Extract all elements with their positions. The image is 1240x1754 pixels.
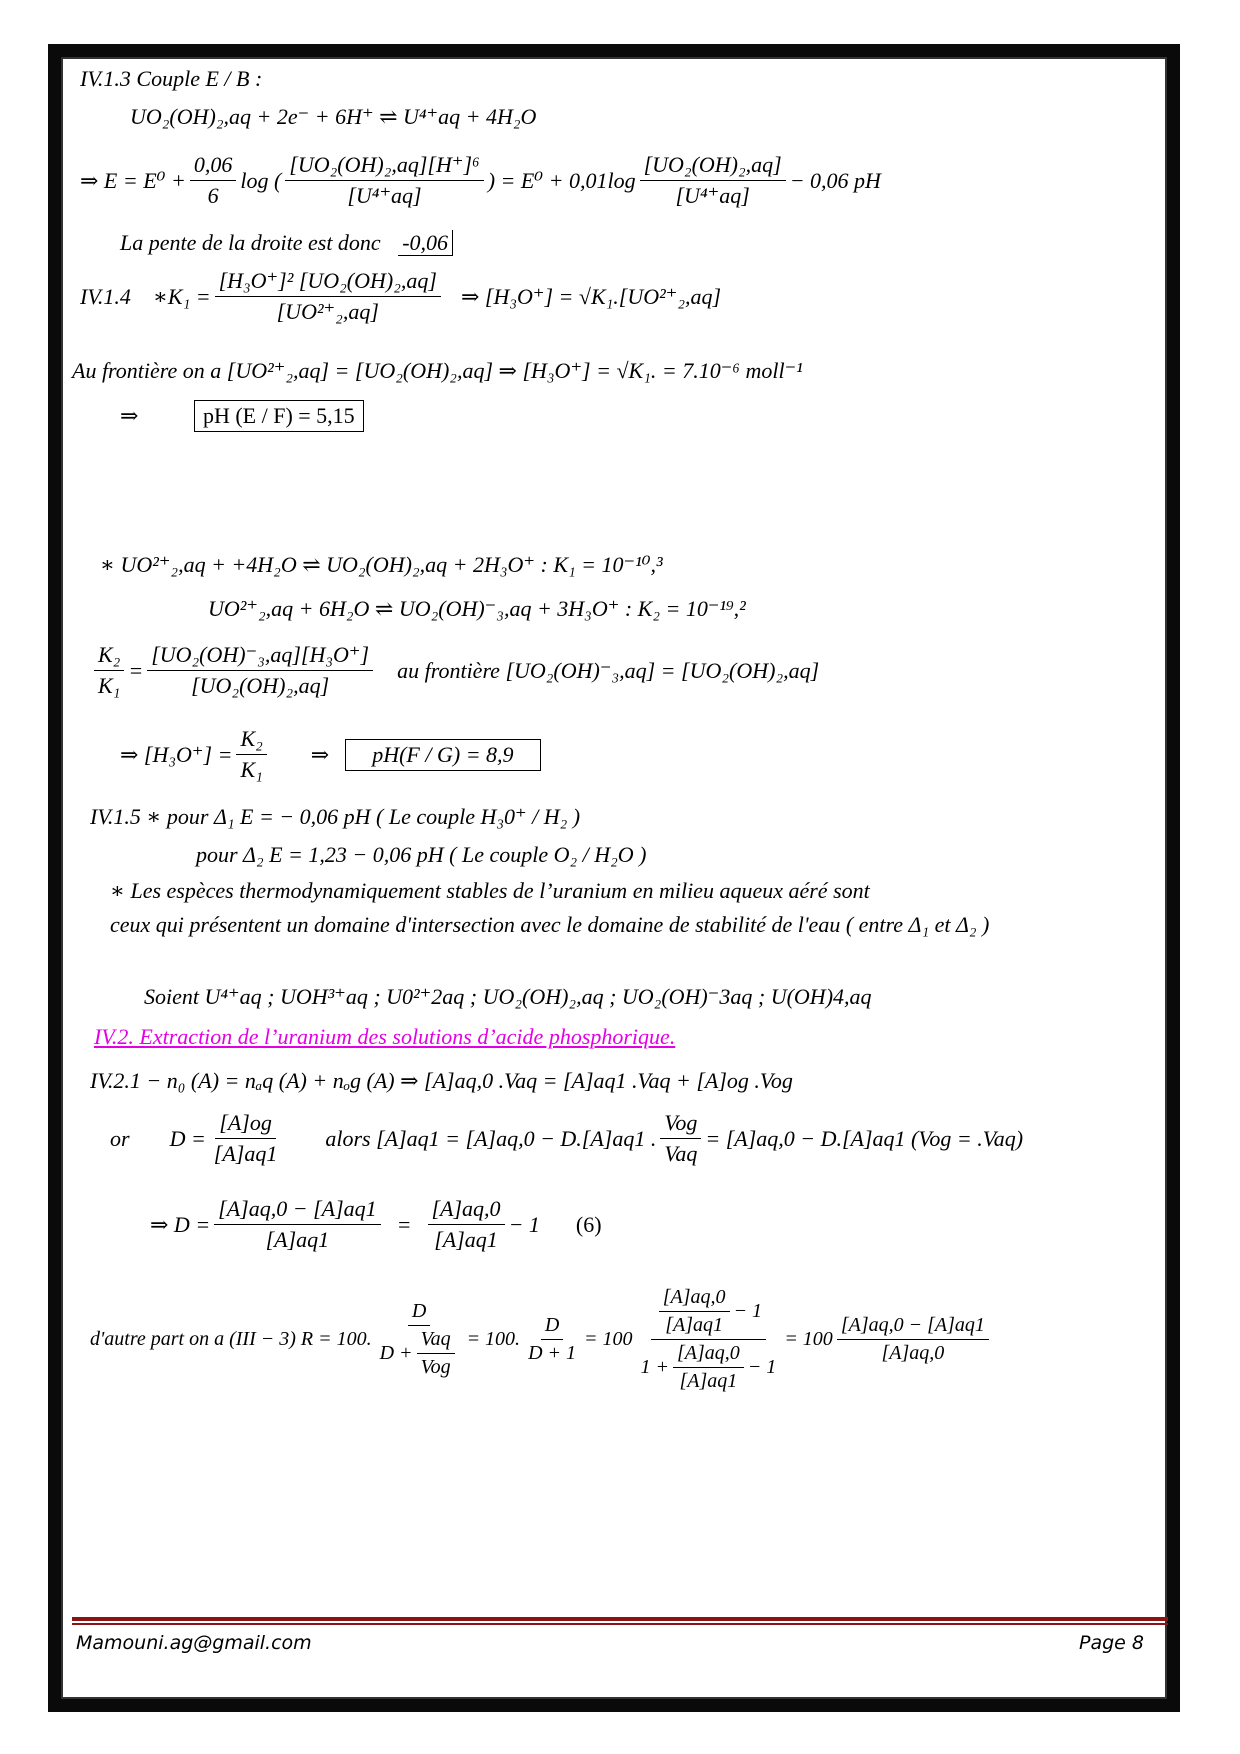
d-fraction xyxy=(210,1110,282,1167)
k-ratio-den: K₁ xyxy=(98,673,121,698)
ph-ef-arrow: ⇒ xyxy=(120,403,139,428)
nernst-mid: ) = E⁰ + 0,01log xyxy=(487,167,636,193)
d-result-den-1: [A]aq1 xyxy=(265,1227,330,1252)
r-fraction-4 xyxy=(837,1314,989,1365)
r-frac3-num xyxy=(651,1286,766,1340)
r-vaq: Vaq xyxy=(417,1328,455,1354)
iv15-line1: IV.1.5 ∗ pour Δ₁ E = − 0,06 pH ( Le couple H₃0⁺ / H₂ ) xyxy=(90,804,581,829)
ph-fg-line xyxy=(120,726,541,783)
h3o-fraction xyxy=(236,726,266,783)
k-ratio-frontier: au frontière [UO₂(OH)⁻₃,aq] = [UO₂(OH)₂,aq] xyxy=(397,657,820,683)
footer-page-number: Page 8 xyxy=(1079,1632,1144,1654)
r-frac3-den-num: [A]aq,0 xyxy=(673,1342,744,1368)
iv14-ph xyxy=(120,400,364,432)
d-result-den-2: [A]aq1 xyxy=(434,1227,498,1252)
k1-den: [UO²⁺₂,aq] xyxy=(276,299,379,324)
r-fraction-2 xyxy=(524,1314,580,1365)
iv15-line4: ceux qui présentent un domaine d'intersection avec le domaine de stabilité de l'eau ( entre Δ₁ et Δ₂ ) xyxy=(110,912,990,937)
alors: alors [A]aq1 = [A]aq,0 − D.[A]aq1 . xyxy=(325,1125,657,1151)
r-frac3-den-frac xyxy=(673,1342,744,1393)
r-eq2: = 100. xyxy=(466,1328,521,1350)
iv14-frontier: Au frontière on a [UO²⁺₂,aq] = [UO₂(OH)₂,aq] ⇒ [H₃O⁺] = √K₁. = 7.10⁻⁶ moll⁻¹ xyxy=(72,358,803,383)
eq-k2: UO²⁺₂,aq + 6H₂O ⇌ UO₂(OH)⁻₃,aq + 3H₃O⁺ : K₂ = 10⁻¹⁹,² xyxy=(208,596,746,621)
or-label: or xyxy=(110,1125,130,1151)
k1-num: [H₃O⁺]² [UO₂(OH)₂,aq] xyxy=(215,268,441,297)
iv14-label: IV.1.4 xyxy=(80,283,131,309)
equation-number: (6) xyxy=(575,1211,602,1237)
r-frac3-den-tail: − 1 xyxy=(747,1356,777,1378)
alors-den: Vaq xyxy=(664,1141,698,1166)
nernst-coef xyxy=(190,152,237,209)
r-eq3: = 100 xyxy=(584,1328,633,1350)
ph-fg-box: pH(F / G) = 8,9 xyxy=(345,739,540,771)
r-frac3-num-tail: − 1 xyxy=(733,1300,763,1322)
k1-result: ⇒ [H₃O⁺] = √K₁.[UO²⁺₂,aq] xyxy=(460,283,722,309)
k-ratio xyxy=(90,642,819,699)
iv13-nernst xyxy=(80,152,881,209)
r-frac4-num: [A]aq,0 − [A]aq1 xyxy=(837,1314,989,1340)
h3o-den: K₁ xyxy=(240,757,263,782)
d-def: D = xyxy=(169,1125,206,1151)
k1-fraction xyxy=(215,268,441,325)
nernst-log: log ( xyxy=(240,167,282,193)
footer-rule xyxy=(72,1617,1168,1621)
d-result-tail: − 1 xyxy=(508,1211,540,1237)
iv15-line2: pour Δ₂ E = 1,23 − 0,06 pH ( Le couple O₂ / H₂O ) xyxy=(196,842,647,867)
nernst-den-2: [U⁴⁺aq] xyxy=(675,183,750,208)
r-frac3-den xyxy=(637,1340,781,1393)
ph-ef-box: pH (E / F) = 5,15 xyxy=(194,400,364,432)
iv14-k1 xyxy=(80,268,721,325)
r-frac3-num-frac xyxy=(659,1286,730,1337)
r-vog: Vog xyxy=(420,1356,451,1378)
eq-k1: ∗ UO²⁺₂,aq + +4H₂O ⇌ UO₂(OH)₂,aq + 2H₃O⁺ : K₁ = 10⁻¹⁰,³ xyxy=(100,552,663,577)
k-ratio-frac-num: [UO₂(OH)⁻₃,aq][H₃O⁺] xyxy=(147,642,373,671)
nernst-right: − 0,06 pH xyxy=(789,167,881,193)
r-frac1-num: D xyxy=(408,1300,430,1326)
d-num: [A]og xyxy=(215,1110,276,1139)
iv13-equation: UO₂(OH)₂,aq + 2e⁻ + 6H⁺ ⇌ U⁴⁺aq + 4H₂O xyxy=(130,104,537,129)
h3o-num: K₂ xyxy=(236,726,266,755)
d-result-fraction-2 xyxy=(428,1196,505,1253)
r-frac3-den-lead: 1 + xyxy=(640,1356,670,1378)
nernst-coef-den: 6 xyxy=(207,183,219,208)
r-fraction-3 xyxy=(637,1286,781,1393)
d-definition xyxy=(110,1110,1023,1167)
slope-value: -0,06 xyxy=(398,230,453,256)
d-den: [A]aq1 xyxy=(213,1141,278,1166)
k-ratio-eq: = xyxy=(128,657,144,683)
r-frac3-num-num: [A]aq,0 xyxy=(659,1286,730,1312)
nernst-coef-num: 0,06 xyxy=(190,152,237,181)
d-result-left: ⇒ D = xyxy=(150,1211,211,1237)
r-left: d'autre part on a (III − 3) R = 100. xyxy=(90,1328,372,1350)
r-vaq-vog xyxy=(417,1328,455,1379)
d-result-fraction-1 xyxy=(214,1196,380,1253)
r-frac3-den-den: [A]aq1 xyxy=(679,1370,738,1392)
d-result-num-1: [A]aq,0 − [A]aq1 xyxy=(214,1196,380,1225)
nernst-num: [UO₂(OH)₂,aq][H⁺]⁶ xyxy=(285,152,483,181)
r-expression xyxy=(90,1286,993,1393)
r-frac4-den: [A]aq,0 xyxy=(881,1342,945,1364)
nernst-left: ⇒ E = E⁰ + xyxy=(80,167,186,193)
k2-over-k1 xyxy=(94,642,124,699)
ph-fg-arrow: ⇒ xyxy=(310,741,330,767)
r-frac2-num: D xyxy=(541,1314,563,1340)
k-ratio-num: K₂ xyxy=(94,642,124,671)
footer-email: Mamouni.ag@gmail.com xyxy=(76,1632,312,1654)
alors-num: Vog xyxy=(660,1110,701,1139)
nernst-num-2: [UO₂(OH)₂,aq] xyxy=(640,152,786,181)
r-frac1-den xyxy=(376,1326,463,1379)
d-result-eq: = xyxy=(396,1211,412,1237)
k1-left: ∗K₁ = xyxy=(152,283,211,309)
r-frac2-den: D + 1 xyxy=(528,1342,577,1364)
slope-text: La pente de la droite est donc xyxy=(120,230,381,255)
iv13-slope xyxy=(120,230,453,256)
r-eq4: = 100 xyxy=(784,1328,833,1350)
iv15-species: Soient U⁴⁺aq ; UOH³⁺aq ; U0²⁺2aq ; UO₂(OH)₂,aq ; UO₂(OH)⁻3aq ; U(OH)4,aq xyxy=(144,984,872,1009)
r-fraction-1 xyxy=(376,1300,463,1379)
r-frac1-den-a: D + xyxy=(379,1342,413,1364)
footer-rule-thin xyxy=(72,1623,1168,1625)
alors-fraction xyxy=(660,1110,701,1167)
nernst-fraction-2 xyxy=(640,152,786,209)
d-result xyxy=(150,1196,602,1253)
iv2-title: IV.2. Extraction de l’uranium des solutions d’acide phosphorique. xyxy=(94,1024,676,1049)
d-result-num-2: [A]aq,0 xyxy=(428,1196,505,1225)
iv21-line: IV.2.1 − n₀ (A) = nₐq (A) + nₒg (A) ⇒ [A]aq,0 .Vaq = [A]aq1 .Vaq + [A]og .Vog xyxy=(90,1068,793,1093)
r-frac3-num-den: [A]aq1 xyxy=(665,1314,724,1336)
h3o-eq: ⇒ [H₃O⁺] = xyxy=(120,741,233,767)
nernst-den: [U⁴⁺aq] xyxy=(347,183,422,208)
alors-right: = [A]aq,0 − D.[A]aq1 (Vog = .Vaq) xyxy=(705,1125,1024,1151)
nernst-fraction xyxy=(285,152,483,209)
k-ratio-fraction xyxy=(147,642,373,699)
k-ratio-frac-den: [UO₂(OH)₂,aq] xyxy=(191,673,330,698)
iv13-title: IV.1.3 Couple E / B : xyxy=(80,66,263,91)
iv15-line3: ∗ Les espèces thermodynamiquement stables de l’uranium en milieu aqueux aéré sont xyxy=(110,878,870,903)
